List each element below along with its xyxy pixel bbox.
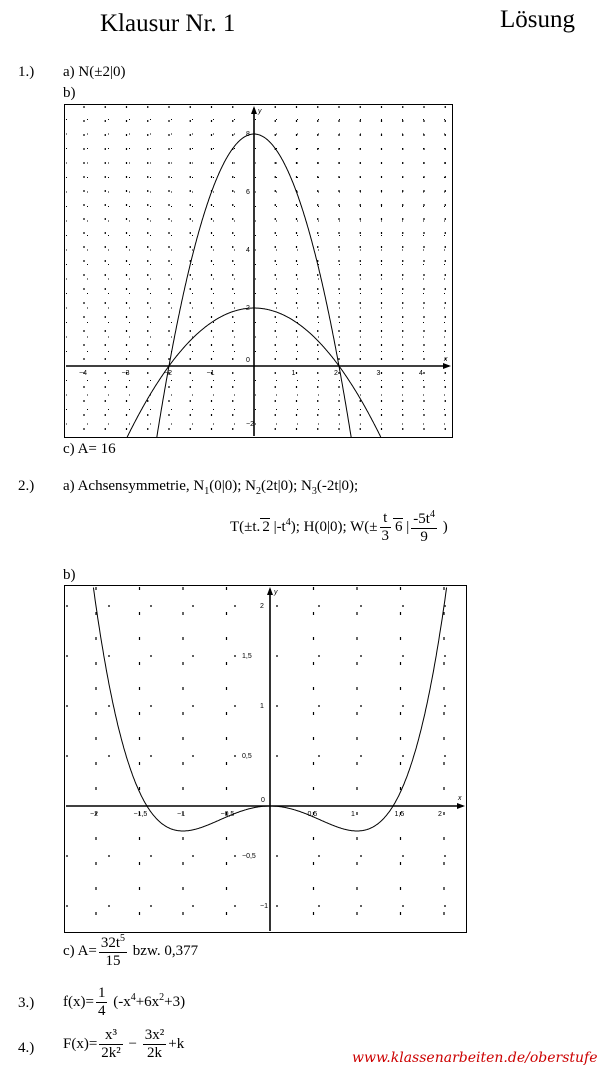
q2-y-tick-label: −0,5: [242, 853, 256, 860]
q1-part-a: a) N(±2|0): [63, 64, 126, 80]
q2-y-tick-label: 0,5: [242, 753, 252, 760]
solution-label: Lösung: [500, 6, 575, 33]
q1-x-tick-label: 4: [419, 370, 423, 377]
q2-y-tick-label: −1: [260, 903, 268, 910]
q4-formula: F(x)= $\frac{\text{x³}}{\text{2k²}}$ − $\frac{\text{3x²}}{2k}$ +k: [63, 1027, 185, 1061]
page-title: Klausur Nr. 1: [100, 10, 236, 37]
q1-y-tick-label: −2: [246, 421, 254, 428]
q2-y-axis-label: y: [274, 589, 278, 596]
q1-y-tick-label: 8: [246, 131, 250, 138]
q2-x-tick-label: −1: [177, 811, 185, 818]
q1-x-tick-label: 2: [334, 370, 338, 377]
q2-origin-label: 0: [261, 797, 265, 804]
q1-x-tick-label: 1: [291, 370, 296, 377]
q1-part-c: c) A= 16: [63, 441, 116, 457]
q2-y-tick-label: 1,5: [242, 653, 252, 660]
q3-number: 3.): [18, 995, 35, 1011]
q2-x-tick-label: 2: [438, 811, 442, 818]
q1-origin-label: 0: [246, 357, 250, 364]
q1-y-tick-label: 2: [246, 305, 250, 312]
q1-x-tick-label: −2: [164, 370, 172, 377]
q1-x-tick-label: −4: [79, 370, 87, 377]
q4-number: 4.): [18, 1040, 35, 1056]
q2-x-tick-label: 0,5: [307, 811, 318, 818]
q1-part-b-label: b): [63, 85, 76, 101]
q2-graph: [64, 585, 467, 933]
q1-x-tick-label: −1: [206, 370, 215, 377]
q1-x-tick-label: −3: [121, 370, 130, 377]
q2-y-tick-label: 2: [260, 603, 264, 610]
q1-y-axis-label: y: [258, 108, 262, 115]
q1-x-axis-label: x: [444, 356, 448, 363]
q3-formula: f(x)= $\frac{1}{4}$ $(-x^4+6x^2+3)$: [63, 985, 186, 1019]
q1-y-tick-label: 6: [246, 189, 250, 196]
q2-x-tick-label: 1,5: [394, 811, 405, 818]
q1-x-tick-label: 3: [376, 370, 381, 377]
q2-x-tick-label: 1: [351, 811, 355, 818]
q2-y-tick-label: 1: [260, 703, 264, 710]
q2-x-axis-label: x: [458, 795, 462, 802]
q2-number: 2.): [18, 478, 35, 494]
q1-graph-frame: [65, 105, 453, 438]
q1-number: 1.): [18, 64, 35, 80]
q2-part-a-line2: T(±t. 2 $|-t^4$); H(0|0); W(± $\frac{t}{3}$ 6 | $\frac{-5t^4}{9}$ ): [230, 509, 448, 545]
q1-graph: [64, 104, 453, 438]
q2-x-tick-label: −1,5: [133, 811, 148, 818]
q1-y-tick-label: 4: [246, 247, 250, 254]
watermark: www.klassenarbeiten.de/oberstufe: [352, 1050, 598, 1066]
q2-part-a-line1: a) Achsensymmetrie, $N_1(0|0)$; $N_2(2t|0)$; $N_3(-2t|0)$;: [63, 478, 359, 497]
q2-part-b-label: b): [63, 567, 76, 583]
q2-x-tick-label: −2: [90, 811, 98, 818]
q2-x-tick-label: −0,5: [220, 811, 235, 818]
q2-part-c: c) A= $\frac{32t^5}{15}$ bzw. 0,377: [63, 933, 199, 969]
q2-graph-frame: [65, 586, 467, 933]
